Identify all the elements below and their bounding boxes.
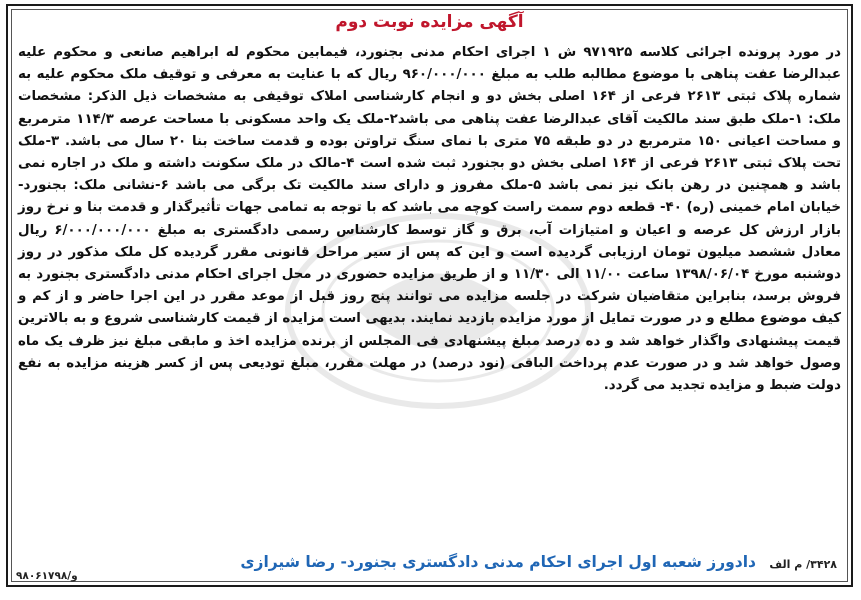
notice-code: ۳۴۲۸/ م الف: [769, 558, 837, 571]
notice-title: آگهی مزایده نوبت دوم: [335, 12, 524, 32]
notice-reference: ۹۸۰۶۱۷۹۸/و: [16, 570, 78, 582]
notice-frame: [6, 4, 853, 587]
notice-body: در مورد پرونده اجرائی کلاسه ۹۷۱۹۲۵ ش ۱ اجرای احکام مدنی بجنورد، فیمابین محکوم له ابراهیم صانعی و محکوم علیه عبدالرضا عفت پناهی با موضوع مطالبه طلب به مبلغ ۹۶۰/۰۰۰/۰۰۰ ریال که با عنایت به معرفی و توقیف ملک محکوم علیه به شماره پلاک ثبتی ۲۶۱۳ فرعی از ۱۶۴ اصلی بخش دو و انجام کارشناسی املاک توقیفی به مشخصات ذیل الذکر: مشخصات ملک: ۱-ملک طبق سند مالکیت آقای عبدالرضا عفت پناهی می باشد۲-ملک یک واحد مسکونی با مساحت عرصه ۱۱۴/۳ مترمربع و مساحت اعیانی ۱۵۰ مترمربع در دو طبقه ۷۵ متری با نمای سنگ تراوتن بوده و قدمت ساخت بنا ۲۰ سال می باشد. ۳-ملک تحت پلاک ثبتی ۲۶۱۳ فرعی از ۱۶۴ اصلی بخش دو بجنورد ثبت شده است ۴-مالک در ملک سکونت داشته و ملک در اجاره نمی باشد و همچنین در رهن بانک نیز نمی باشد ۵-ملک مفروز و دارای سند مالکیت تک برگی می باشد ۶-نشانی ملک: بجنورد- خیابان امام خمینی (ره) ۴۰- قطعه دوم سمت راست کوچه می باشد که با توجه به تمامی جهات تأثیرگذار و قدمت بنا و نرخ روز بازار ارزش کل عرصه و اعیان و امتیازات آب، برق و گاز توسط کارشناس رسمی دادگستری به مبلغ ۶/۰۰۰/۰۰۰/۰۰۰ ریال معادل ششصد میلیون تومان ارزیابی گردیده است و این که پس از سیر مراحل قانونی مقرر گردیده کل ملک مذکور در روز دوشنبه مورخ ۱۳۹۸/۰۶/۰۴ ساعت ۱۱/۰۰ الی ۱۱/۳۰ و از طریق مزایده حضوری در محل اجرای احکام مدنی دادگستری بجنورد به فروش برسد، بنابراین متقاضیان شرکت در جلسه مزایده می توانند پنج روز قبل از موعد مقرر در این اجرا حاضر و از کم و کیف موضوع مطلع و در صورت تمایل از مورد مزایده بازدید نمایند. بدیهی است مزایده از قیمت کارشناسی شروع و به بالاترین قیمت پیشنهادی واگذار خواهد شد و ده درصد مبلغ پیشنهادی فی المجلس از برنده مزایده اخذ و مابقی مبلغ نیز ظرف یک ماه وصول خواهد شد و در صورت عدم پرداخت الباقی (نود درصد) در مهلت مقرر، مبلغ تودیعی پس از کسر هزینه مزایده به نفع دولت ضبط و مزایده تجدید می گردد.: [18, 45, 842, 394]
notice-signature: دادورز شعبه اول اجرای احکام مدنی دادگستری بجنورد- رضا شیرازی: [240, 553, 756, 571]
notice-footer: [8, 552, 851, 582]
